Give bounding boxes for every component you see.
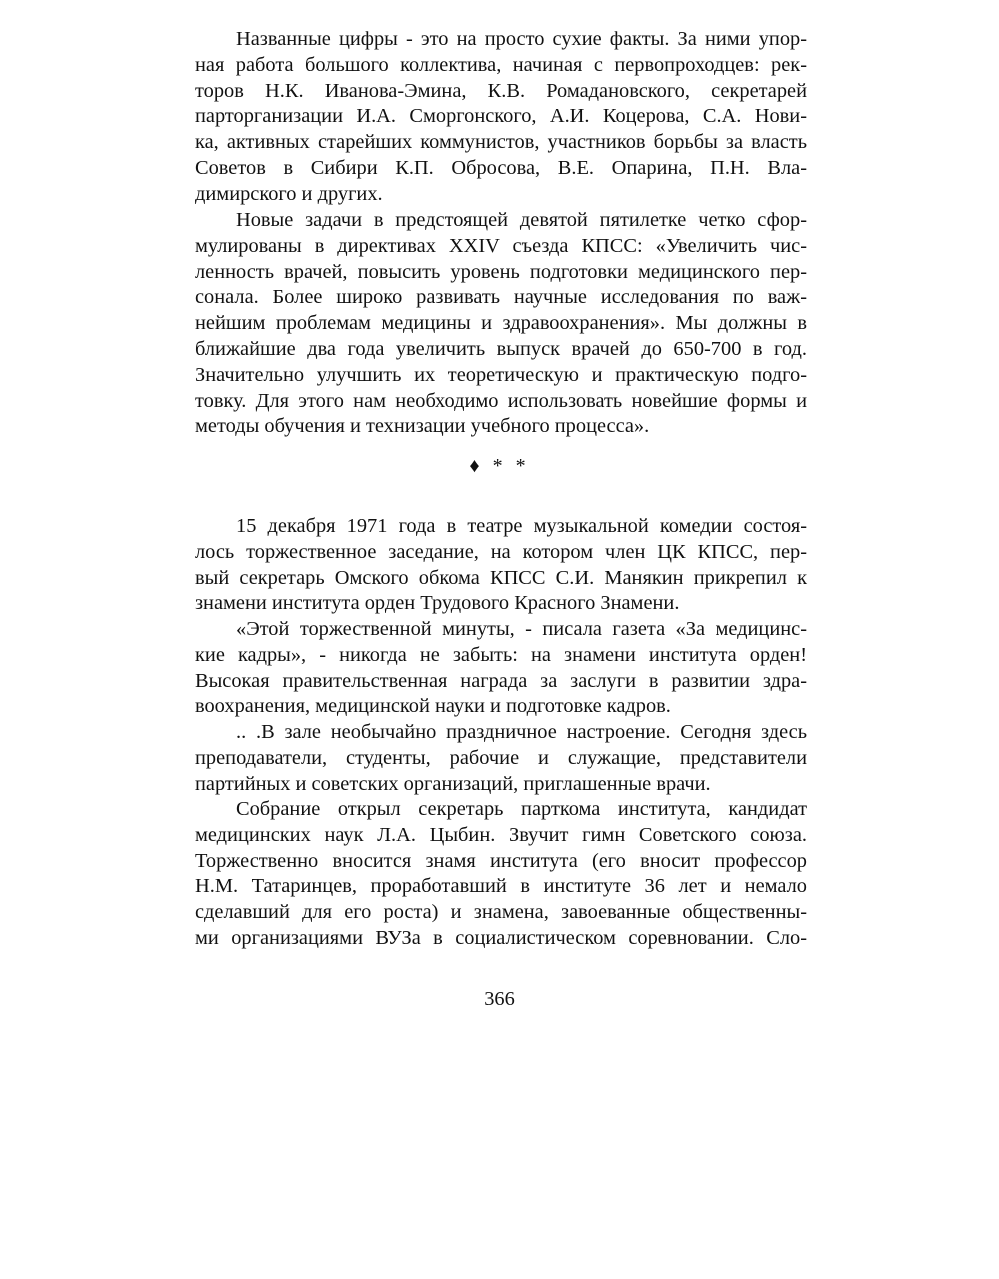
paragraph-6 xyxy=(195,797,807,952)
text-line: ка, активных старейших коммунистов, участников борьбы за власть xyxy=(195,131,807,154)
text-line: Н.М. Татаринцев, проработавший в институте 36 лет и немало xyxy=(195,875,807,898)
text-line: ленность врачей, повысить уровень подготовки медицинского пер- xyxy=(195,260,807,283)
text-line: Значительно улучшить их теоретическую и практическую подго- xyxy=(195,363,807,386)
paragraph-1 xyxy=(195,27,807,208)
text-line: методы обучения и технизации учебного процесса». xyxy=(195,415,650,438)
text-line: Названные цифры - это на просто сухие факты. За ними упор- xyxy=(236,28,807,50)
text-line: сонала. Более широко развивать научные исследования по важ- xyxy=(195,286,807,309)
text-line: нейшим проблемам медицины и здравоохранения». Мы должны в xyxy=(195,312,807,335)
text-line: Высокая правительственная награда за заслуги в развитии здра- xyxy=(195,669,807,692)
paragraph-2 xyxy=(195,208,807,440)
text-line: Советов в Сибири К.П. Обросова, В.Е. Опарина, П.Н. Вла- xyxy=(195,156,807,179)
text-line: мулированы в директивах XXIV съезда КПСС: «Увеличить чис- xyxy=(195,234,807,257)
text-line: парторганизации И.А. Сморгонского, А.И. Коцерова, С.А. Нови- xyxy=(195,105,807,128)
text-line: знамени института орден Трудового Красного Знамени. xyxy=(195,592,680,615)
text-line: кие кадры», - никогда не забыть: на знамени института орден! xyxy=(195,643,807,666)
text-line: лось торжественное заседание, на котором член ЦК КПСС, пер- xyxy=(195,540,807,563)
text-line: ная работа большого коллектива, начиная с первопроходцев: рек- xyxy=(195,53,807,76)
page-number: 366 xyxy=(484,988,515,1010)
text-line: Новые задачи в предстоящей девятой пятилетке четко сфор- xyxy=(236,209,807,231)
text-line: торов Н.К. Иванова-Эмина, К.В. Ромадановского, секретарей xyxy=(195,79,807,102)
text-line: Торжественно вносится знамя института (его вносит профессор xyxy=(195,849,807,872)
text-line: сделавший для его роста) и знамена, завоеванные общественны- xyxy=(195,901,807,924)
text-line: «Этой торжественной минуты, - писала газета «За медицинс- xyxy=(236,618,807,640)
text-line: воохранения, медицинской науки и подготовке кадров. xyxy=(195,695,671,718)
paragraph-3 xyxy=(195,514,807,617)
section-separator: ♦ * * xyxy=(469,455,530,477)
text-line: преподаватели, студенты, рабочие и служащие, представители xyxy=(195,746,807,769)
text-line: Собрание открыл секретарь парткома института, кандидат xyxy=(236,798,807,820)
text-line: вый секретарь Омского обкома КПСС С.И. Манякин прикрепил к xyxy=(195,566,807,589)
text-line: 15 декабря 1971 года в театре музыкальной комедии состоя- xyxy=(236,515,807,537)
text-line: партийных и советских организаций, приглашенные врачи. xyxy=(195,772,711,795)
text-line: ближайшие два года увеличить выпуск врачей до 650-700 в год. xyxy=(195,337,807,360)
paragraph-4 xyxy=(195,617,807,720)
text-line: ми организациями ВУЗа в социалистическом соревновании. Сло- xyxy=(195,926,807,949)
paragraph-5 xyxy=(195,720,807,797)
text-line: медицинских наук Л.А. Цыбин. Звучит гимн Советского союза. xyxy=(195,823,807,846)
text-line: .. .В зале необычайно праздничное настроение. Сегодня здесь xyxy=(236,721,807,743)
text-line: димирского и других. xyxy=(195,182,383,205)
text-line: товку. Для этого нам необходимо использовать новейшие формы и xyxy=(195,389,807,412)
